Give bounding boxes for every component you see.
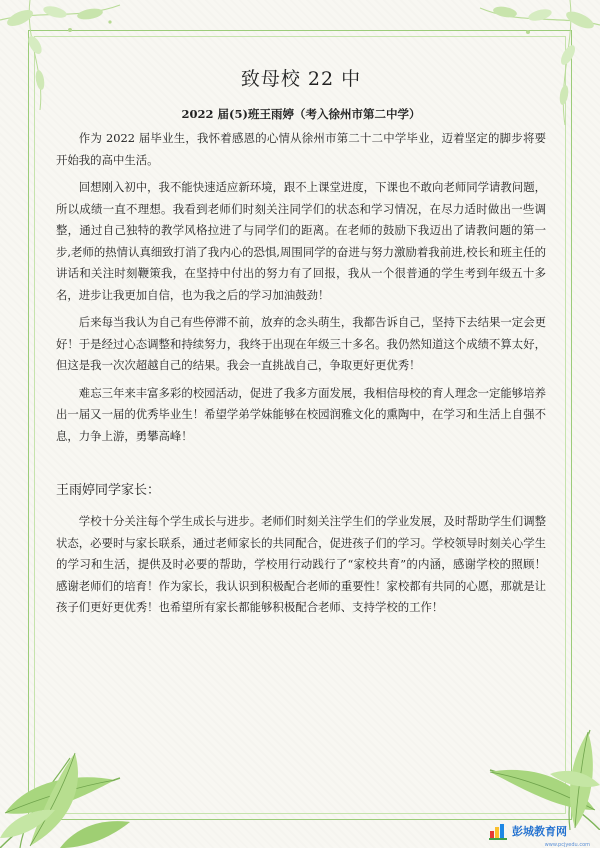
watermark-logo-icon xyxy=(488,821,508,841)
letter-content xyxy=(56,62,546,625)
paragraph: 作为 2022 届毕业生，我怀着感恩的心情从徐州市第二十二中学毕业，迈着坚定的脚步将要开始我的高中生活。 xyxy=(56,131,546,167)
paragraph: 学校十分关注每个学生成长与进步。老师们时刻关注学生们的学业发展，及时帮助学生们调整状态，必要时与家长联系，通过老师家长的共同配合，促进孩子们的学习。学校领导时刻关心学生的学习和生活，提供及时必要的帮助，学校用行动践行了“家校共育”的内涵，感谢学校的照顾！感谢老师们的培育！作为家长，我认识到积极配合老师的重要性！家校都有共同的心愿，那就是让孩子们更好更优秀！也希望所有家长都能够积极配合老师、支持学校的工作！ xyxy=(56,514,546,614)
watermark-name: 彭城教育网 xyxy=(512,825,567,838)
paragraph: 难忘三年来丰富多彩的校园活动，促进了我多方面发展，我相信母校的育人理念一定能够培养出一届又一届的优秀毕业生！希望学弟学妹能够在校园润雅文化的熏陶中，在学习和生活上自强不息，力争上游，勇攀高峰！ xyxy=(56,385,546,443)
parent-section-heading: 王雨婷同学家长： xyxy=(56,483,161,498)
leaf-cluster-bottom-left-icon xyxy=(0,718,150,848)
leaf-cluster-bottom-right-icon xyxy=(470,710,600,830)
author-line: 2022 届(5)班王雨婷（考入徐州市第二中学） xyxy=(181,107,421,121)
page-title: 致母校 22 中 xyxy=(240,68,362,90)
paragraph: 后来每当我认为自己有些停滞不前，放弃的念头萌生，我都告诉自己，坚持下去结果一定会更好！于是经过心态调整和持续努力，我终于出现在年级三十多名。我仍然知道这个成绩不算太好，但这是我一次次超越自己的结果。我会一直挑战自己，争取更好更优秀！ xyxy=(56,315,546,372)
site-watermark xyxy=(488,820,592,842)
watermark-url: www.pcjyedu.com xyxy=(544,842,590,848)
paragraph: 回想刚入初中，我不能快速适应新环境，跟不上课堂进度，下课也不敢向老师同学请教问题，所以成绩一直不理想。我看到老师们时刻关注同学们的状态和学习情况，在尽力适时做出一些调整，通过自己独特的教学风格拉进了与同学们的距离。在老师的鼓励下我迈出了请教问题的第一步,老师的热情认真细致打消了我内心的恐惧,周围同学的奋进与努力激励着我前进,校长和班主任的讲话和关注时刻鞭策我，在坚持中付出的努力有了回报，我从一个很普通的学生考到年级五十多名，进步让我更加自信，也为我之后的学习加油鼓劲！ xyxy=(56,180,546,302)
